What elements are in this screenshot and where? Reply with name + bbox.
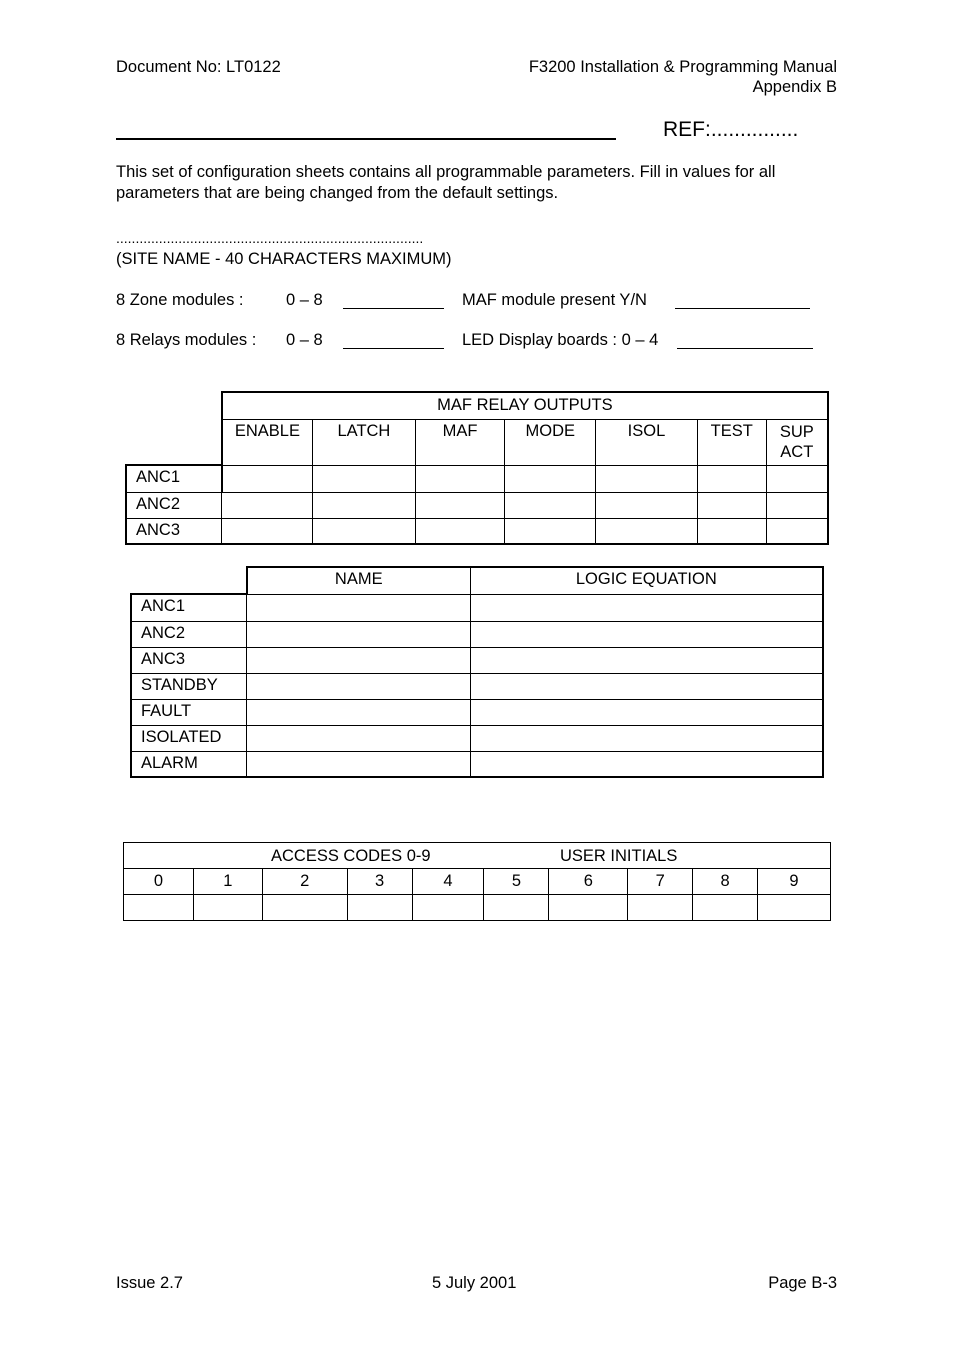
logic-col-equation: LOGIC EQUATION <box>470 567 823 594</box>
maf-cell[interactable] <box>313 465 416 492</box>
maf-cell[interactable] <box>766 492 828 518</box>
col-enable: ENABLE <box>222 419 313 465</box>
zone-modules-range: 0 – 8 <box>286 291 323 309</box>
maf-cell[interactable] <box>766 465 828 492</box>
access-table-title <box>124 843 831 869</box>
logic-name-cell[interactable] <box>247 621 470 647</box>
maf-cell[interactable] <box>313 492 416 518</box>
maf-table-title: MAF RELAY OUTPUTS <box>222 392 828 419</box>
relay-modules-field[interactable] <box>343 348 444 349</box>
maf-row-label: ANC2 <box>126 492 222 518</box>
logic-row-label: ANC1 <box>131 594 247 621</box>
site-name-label: (SITE NAME - 40 CHARACTERS MAXIMUM) <box>116 250 452 268</box>
col-maf: MAF <box>415 419 505 465</box>
logic-name-cell[interactable] <box>247 647 470 673</box>
user-initials-cell[interactable] <box>693 895 758 921</box>
logic-name-cell[interactable] <box>247 673 470 699</box>
maf-cell[interactable] <box>596 518 698 544</box>
logic-row-label: ANC3 <box>131 647 247 673</box>
logic-row-label: ALARM <box>131 751 247 777</box>
logic-col-name: NAME <box>247 567 470 594</box>
user-initials-cell[interactable] <box>758 895 831 921</box>
led-boards-field[interactable] <box>677 348 813 349</box>
access-digit: 1 <box>193 869 262 895</box>
maf-present-field[interactable] <box>675 308 810 309</box>
maf-cell[interactable] <box>596 465 698 492</box>
logic-row <box>131 725 823 751</box>
logic-row-label: STANDBY <box>131 673 247 699</box>
maf-cell[interactable] <box>697 518 766 544</box>
maf-cell[interactable] <box>415 518 505 544</box>
zone-modules-field[interactable] <box>343 308 444 309</box>
access-digit: 4 <box>412 869 484 895</box>
logic-row-label: ANC2 <box>131 621 247 647</box>
led-boards-label: LED Display boards : 0 – 4 <box>462 331 659 349</box>
logic-row <box>131 751 823 777</box>
maf-row <box>126 518 828 544</box>
user-initials-cell[interactable] <box>549 895 628 921</box>
access-digit: 6 <box>549 869 628 895</box>
logic-name-cell[interactable] <box>247 751 470 777</box>
maf-cell[interactable] <box>505 492 596 518</box>
appendix-label: Appendix B <box>752 78 837 96</box>
logic-row <box>131 621 823 647</box>
logic-name-cell[interactable] <box>247 725 470 751</box>
access-digit: 5 <box>484 869 549 895</box>
logic-equation-cell[interactable] <box>470 751 823 777</box>
issue-number: Issue 2.7 <box>116 1274 183 1292</box>
logic-row-label: FAULT <box>131 699 247 725</box>
logic-row <box>131 594 823 621</box>
zone-modules-label: 8 Zone modules : <box>116 291 244 309</box>
maf-row-label: ANC3 <box>126 518 222 544</box>
user-initials-cell[interactable] <box>124 895 194 921</box>
user-initials-cell[interactable] <box>262 895 347 921</box>
maf-cell[interactable] <box>222 465 313 492</box>
logic-equation-cell[interactable] <box>470 621 823 647</box>
user-initials-cell[interactable] <box>193 895 262 921</box>
col-sup-act <box>766 419 828 465</box>
user-initials-cell[interactable] <box>347 895 412 921</box>
logic-name-cell[interactable] <box>247 594 470 621</box>
col-isol: ISOL <box>596 419 698 465</box>
maf-cell[interactable] <box>505 465 596 492</box>
access-digit: 8 <box>693 869 758 895</box>
maf-cell[interactable] <box>596 492 698 518</box>
access-codes-table <box>123 842 831 921</box>
maf-cell[interactable] <box>697 465 766 492</box>
logic-name-cell[interactable] <box>247 699 470 725</box>
logic-row <box>131 647 823 673</box>
manual-title: F3200 Installation & Programming Manual <box>528 58 837 76</box>
maf-relay-table <box>125 391 829 545</box>
relay-modules-range: 0 – 8 <box>286 331 323 349</box>
maf-present-label: MAF module present Y/N <box>462 291 647 309</box>
access-digit: 0 <box>124 869 194 895</box>
ref-field: REF:............... <box>663 118 799 141</box>
logic-equation-cell[interactable] <box>470 699 823 725</box>
maf-row <box>126 465 828 492</box>
maf-cell[interactable] <box>313 518 416 544</box>
maf-cell[interactable] <box>697 492 766 518</box>
col-test: TEST <box>697 419 766 465</box>
logic-equation-cell[interactable] <box>470 647 823 673</box>
issue-date: 5 July 2001 <box>432 1274 517 1292</box>
maf-table-corner <box>126 392 222 419</box>
intro-line-2: parameters that are being changed from the default settings. <box>116 184 559 202</box>
header-rule <box>116 138 616 140</box>
access-codes-title: ACCESS CODES 0-9 <box>271 846 431 865</box>
maf-row-label: ANC1 <box>126 465 222 492</box>
intro-line-1: This set of configuration sheets contains all programmable parameters. Fill in values for all <box>116 163 776 181</box>
maf-cell[interactable] <box>766 518 828 544</box>
col-latch: LATCH <box>313 419 416 465</box>
maf-cell[interactable] <box>505 518 596 544</box>
col-sup-label: SUP <box>779 422 814 441</box>
maf-cell[interactable] <box>222 518 313 544</box>
document-number: Document No: LT0122 <box>116 58 281 76</box>
col-act-label: ACT <box>780 442 814 461</box>
maf-cell[interactable] <box>415 492 505 518</box>
user-initials-title: USER INITIALS <box>560 846 678 865</box>
logic-row <box>131 673 823 699</box>
user-initials-cell[interactable] <box>412 895 484 921</box>
maf-cell[interactable] <box>415 465 505 492</box>
user-initials-cell[interactable] <box>484 895 549 921</box>
logic-equation-cell[interactable] <box>470 673 823 699</box>
site-name-dots[interactable]: ............................................................................... <box>116 230 424 246</box>
relay-modules-label: 8 Relays modules : <box>116 331 257 349</box>
logic-equation-cell[interactable] <box>470 594 823 621</box>
logic-row-label: ISOLATED <box>131 725 247 751</box>
access-digit: 2 <box>262 869 347 895</box>
access-digit: 7 <box>628 869 693 895</box>
logic-equation-table <box>130 566 824 778</box>
user-initials-cell[interactable] <box>628 895 693 921</box>
maf-cell[interactable] <box>222 492 313 518</box>
access-digit: 3 <box>347 869 412 895</box>
access-digit: 9 <box>758 869 831 895</box>
logic-equation-cell[interactable] <box>470 725 823 751</box>
col-mode: MODE <box>505 419 596 465</box>
maf-row <box>126 492 828 518</box>
logic-row <box>131 699 823 725</box>
page-number: Page B-3 <box>768 1274 837 1292</box>
